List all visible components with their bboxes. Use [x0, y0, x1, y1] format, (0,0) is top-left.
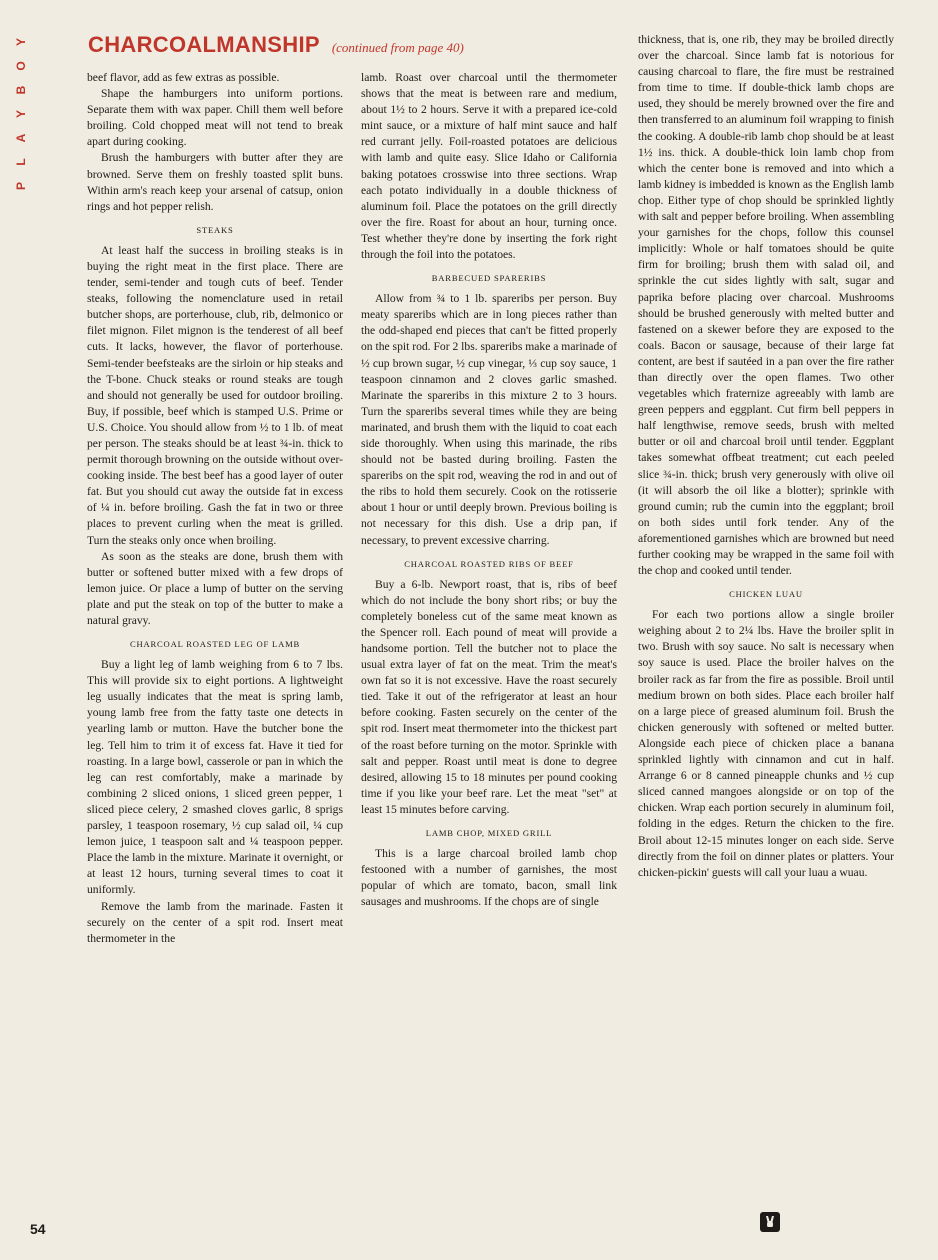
paragraph: Buy a light leg of lamb weighing from 6 to 7 lbs. This will provide six to eight portions. A lightweight leg usually indicates that the meat is spring lamb, young lamb free from the fatty taste one detects in yearling lamb or mutton. Have the butcher bone the leg. Tell him to trim it of excess fat. Have it tied for roasting. In a large bowl, casserole or pan in which the leg can rest comfortably, make a marinade by combining 2 sliced onions, 1 sliced green pepper, 1 sliced piece celery, 2 smashed cloves garlic, 8 sprigs parsley, 1 teaspoon rosemary, ½ cup salad oil, ¼ cup lemon juice, 1 teaspoon salt and ¼ teaspoon pepper. Place the lamb in the mixture. Marinate it overnight, or at least 12 hours, turning several times to coat it uniformly.	[87, 658, 343, 897]
section-heading: BARBECUED SPARERIBS	[431, 273, 547, 284]
paragraph: Shape the hamburgers into uniform portions. Separate them with wax paper. Chill them well before broiling. Cold chopped meat will not tend to break apart during cooking.	[87, 87, 343, 149]
paragraph: thickness, that is, one rib, they may be broiled directly over the charcoal. Since lamb fat is notorious for causing charcoal to flare, the fire must be restrained from time to time. If double-thick lamb chops are used, they should be merely browned over the fire and then transferred to an aluminum foil wrapping to finish the cooking. A double-rib lamb chop should be at least 1½ ins. thick. A double-thick loin lamb chop from which the center bone is removed and into which a lamb kidney is imbedded is known as the English lamb chop. Either type of chop should be sprinkled lightly with salt and pepper before broiling. When assembling your garnishes for the chops, follow this counsel implicitly: Whole or half tomatoes should be quite firm for broiling; brush them with salad oil, and sprinkle the cut sides lightly with salt, sugar and paprika before placing over charcoal. Mushrooms should be brushed generously with melted butter and fastened on a skewer before they are exposed to the coals. Bacon or sausage, because of their large fat content, are best if sautéed in a pan over the fire rather than directly over the open flames. Two other vegetables which fraternize agreeably with lamb are green peppers and eggplant. Cut firm bell peppers in half lengthwise, remove seeds, brush with melted butter or oil and charcoal broil until tender. Eggplant takes somewhat offbeat treatment; cut each peeled slice ¾-in. thick; brush very generously with olive oil (it will absorb the oil like a blotter); sprinkle with ground cumin; rub the cumin into the eggplant; broil on both sides until fork tender. Any of the aforementioned garnishes which are browned but need further cooking may be wrapped in the same foil with the chop and cooked until tender.	[638, 33, 894, 578]
article-title: CHARCOALMANSHIP	[88, 32, 320, 57]
section-heading: STEAKS	[196, 224, 234, 235]
text-column-1	[87, 70, 343, 947]
paragraph: Allow from ¾ to 1 lb. spareribs per person. Buy meaty spareribs which are in long pieces rather than the odd-shaped end pieces that can't be fitted properly on the spit rod. For 2 lbs. spareribs make a marinade of ½ cup brown sugar, ½ cup vinegar, ⅓ cup soy sauce, 1 teaspoon cinnamon and 2 cloves garlic smashed. Marinate the spareribs in this mixture 2 to 3 hours. Turn the spareribs several times while they are being marinated, and brush them with the liquid to coat each side thoroughly. When using this marinade, the ribs should not be basted during broiling. Fasten the spareribs on the spit rod, weaving the rod in and out of the ribs to hold them securely. Cook on the rotisserie about 1 hour or until deeply brown. Previous boiling is not necessary for this dish. Use a drip pan, if necessary, to prevent excessive charring.	[361, 292, 617, 547]
section-heading: CHARCOAL ROASTED RIBS OF BEEF	[404, 558, 574, 569]
side-tab-letter: O	[14, 61, 28, 71]
continued-note: (continued from page 40)	[331, 40, 464, 55]
paragraph: Buy a 6-lb. Newport roast, that is, ribs of beef which do not include the bony short ribs; or buy the completely boneless cut of the same meat known as the Spencer roll. Each pound of meat will provide a handsome portion. Tell the butcher not to place the usual extra layer of fat on the meat. Trim the meat's own fat so it is not excessive. Have the roast securely tied. Take it out of the refrigerator at least an hour before cooking. Fasten securely on the center of the spit rod. Insert meat thermometer into the thickest part of the roast before turning on the motor. Sprinkle with salt and pepper. Roast until meat is done to degree desired, allowing 15 to 18 minutes per pound cooking time if you like your beef rare. Let the meat "set" at least 15 minutes before carving.	[361, 577, 617, 816]
side-tab-letter: Y	[14, 38, 28, 47]
page-number: 54	[30, 1221, 46, 1237]
section-heading: CHARCOAL ROASTED LEG OF LAMB	[129, 639, 301, 650]
paragraph: lamb. Roast over charcoal until the thermometer shows that the meat is between rare and medium, about 1½ to 2 hours. Serve it with a prepared ice-cold mint sauce, or a mixture of half mint sauce and half red currant jelly. Foil-roasted potatoes are delicious with lamb and quite easy. Slice Idaho or California baking potatoes crosswise into three sections. Wrap each potato individually in a double thickness of aluminum foil. Place the potatoes on the grill directly over the fire. Roast for about an hour, turning once. Test whether they're done by inserting the fork right through the foil into the potatoes.	[361, 71, 617, 262]
side-tab-letter: B	[14, 85, 28, 95]
paragraph: beef flavor, add as few extras as possible.	[87, 71, 280, 84]
section-heading: LAMB CHOP, MIXED GRILL	[425, 828, 553, 839]
side-tab-letter: Y	[14, 110, 28, 119]
paragraph: This is a large charcoal broiled lamb chop festooned with a number of garnishes, the most popular of which are tomato, bacon, small link sausages and mushrooms. If the chops are of single	[361, 847, 617, 909]
side-tab-letter: P	[14, 182, 28, 191]
rabbit-head-end-mark-icon	[760, 1212, 780, 1232]
paragraph: At least half the success in broiling steaks is in buying the right meat in the first place. There are tender, semi-tender and tough cuts of beef. Tender steaks, following the nomenclature used in retail butcher shops, are porterhouse, club, rib, delmonico or filet mignon. Filet mignon is the tenderest of all beef cuts. It lacks, however, the flavor of porterhouse. Semi-tender beefsteaks are the sirloin or hip steaks and the T-bone. Chuck steaks or round steaks are tough and should not generally be used for outdoor broiling. Buy, if possible, beef which is stamped U.S. Prime or U.S. Choice. You should allow from ½ to 1 lb. of meat per person. The steaks should be at least ¾-in. thick to permit thorough browning on the outside without over-cooking inside. The best beef has a good layer of outer fat. But you should cut away the outside fat in excess of ¼ in. before broiling. Gash the fat in two or three places to prevent curling when the meat is grilled. Turn the steaks only once when broiling.	[87, 243, 343, 547]
side-tab-letter: A	[14, 133, 28, 143]
side-tab	[10, 30, 32, 198]
paragraph: Brush the hamburgers with butter after they are browned. Serve them on freshly toasted split buns. Within arm's reach keep your arsenal of catsup, onion rings and hot pepper relish.	[87, 151, 343, 213]
side-tab-letter: L	[14, 158, 28, 166]
paragraph: For each two portions allow a single broiler weighing about 2 to 2¼ lbs. Have the broiler split in two. Brush with soy sauce. No salt is necessary when soy sauce is used. Place the broiler halves on the broiler rack as far from the fire as possible. Broil until medium brown on both sides. Place each broiler half on a large piece of greased aluminum foil. Brush the chicken generously with softened or melted butter. Alongside each piece of chicken place a banana sprinkled lightly with cinnamon and cut in half. Arrange 6 or 8 canned pineapple chunks and ½ cup sliced canned mangoes alongside or on top of the chicken. Wrap each portion securely in aluminum foil, folding in the edges. Return the chicken to the fire. Broil about 12-15 minutes longer on each side. Serve directly from the foil on dinner plates or platters. Your chicken-pickin' guests will call your luau a wuau.	[638, 608, 894, 879]
text-column-3	[638, 32, 894, 881]
section-heading: CHICKEN LUAU	[729, 589, 803, 600]
paragraph: Remove the lamb from the marinade. Fasten it securely on the center of a spit rod. Insert meat thermometer in the	[87, 899, 343, 945]
paragraph: As soon as the steaks are done, brush them with butter or softened butter mixed with a few drops of lemon juice. Or place a lump of butter on the serving plate and put the steak on top of the butter to make a natural gravy.	[87, 549, 343, 627]
text-column-2	[361, 70, 617, 910]
